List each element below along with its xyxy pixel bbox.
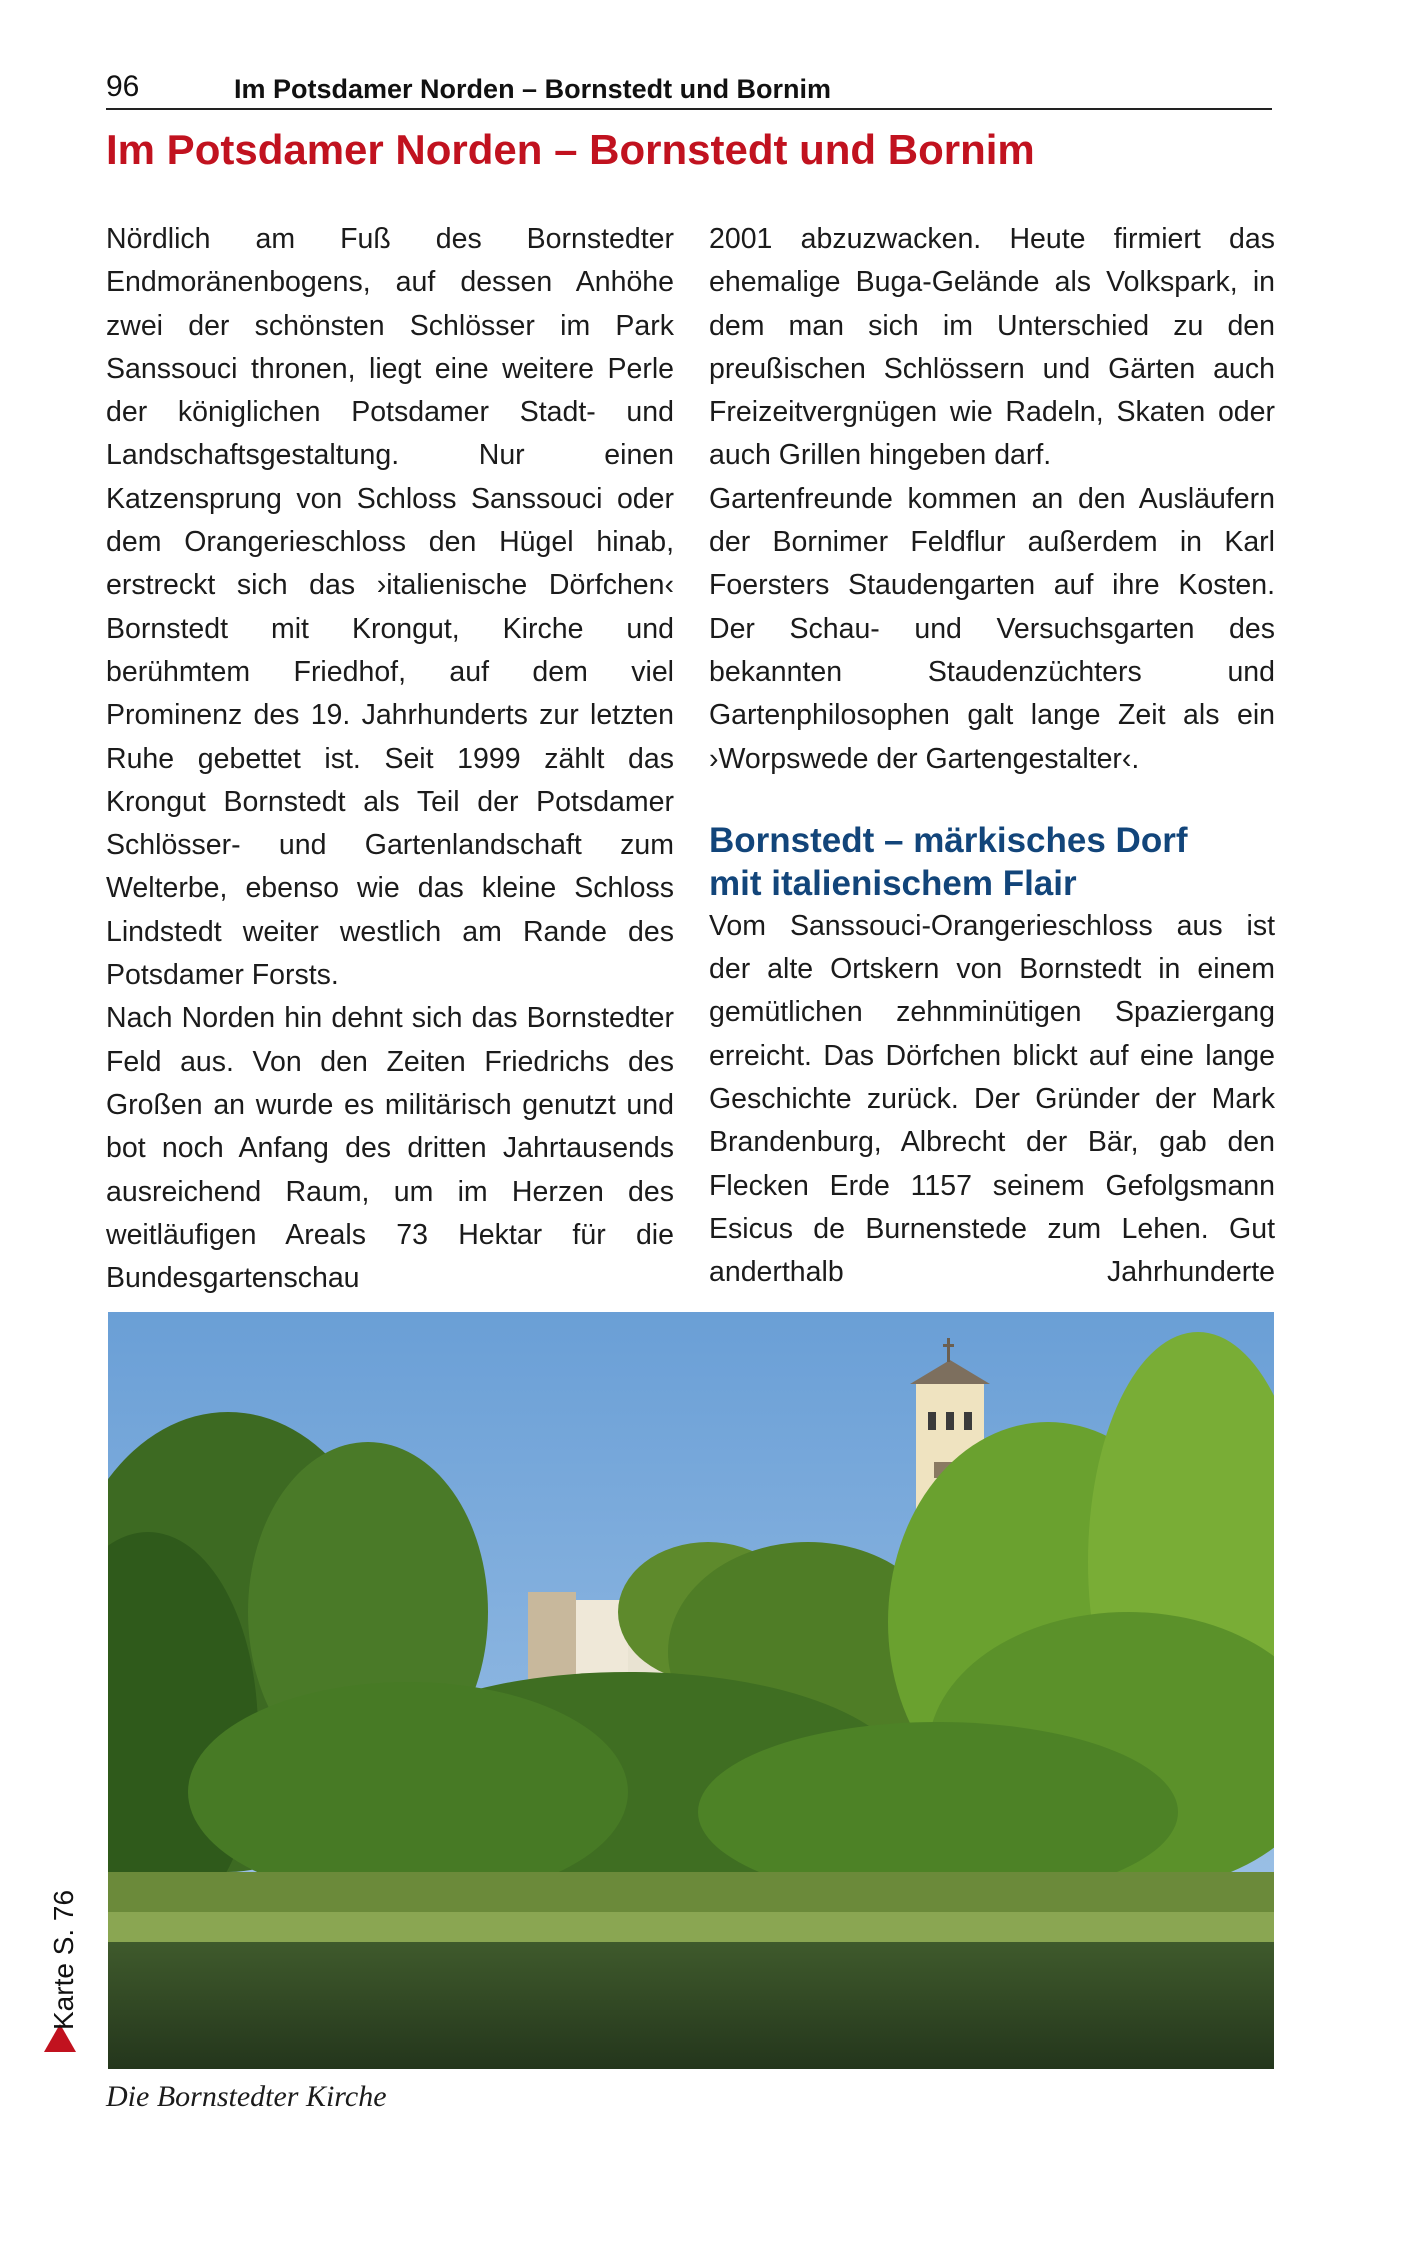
map-reference: Karte S. 76 [48,1889,79,2030]
photo-caption: Die Bornstedter Kirche [106,2080,387,2113]
page-header [106,66,1272,110]
church-photo [108,1312,1274,2069]
right-paragraph-1: 2001 abzuzwacken. Heute firmiert das ehemalige Buga-Gelände als Volkspark, in dem man sich im Unterschied zu den preußischen Schlössern und Gärten auch Freizeitvergnügen wie Radeln, Skaten oder auch Grillen hingeben darf. [709,223,1275,472]
left-paragraph-2: Nach Norden hin dehnt sich das Bornstedter Feld aus. Von den Zeiten Friedrichs des Großen an wurde es militärisch genutzt und bot noch Anfang des dritten Jahrtausends ausreichend Raum, um im Herzen des weitläufigen Areals 73 Hektar für die Bundesgartenschau [106,1002,674,1295]
right-column [709,218,1275,1295]
chapter-title: Im Potsdamer Norden – Bornstedt und Bornim [106,126,1035,173]
right-paragraph-2: Gartenfreunde kommen an den Ausläufern der Bornimer Feldflur außerdem in Karl Foersters Staudengarten auf ihre Kosten. Der Schau- und Versuchsgarten des bekannten Staudenzüchters und Gartenphilosophen galt lange Zeit als ein ›Worpswede der Gartengestalter‹. [709,482,1275,775]
reed-bank [108,1872,1274,1942]
right-paragraph-3: Vom Sanssouci-Orangerieschloss aus ist der alte Ortskern von Bornstedt in einem gemütlichen zehnminütigen Spaziergang erreicht. Das Dörfchen blickt auf eine lange Geschichte zurück. Der Gründer der Mark Brandenburg, Albrecht der Bär, gab den Flecken Erde 1157 seinem Gefolgsmann Esicus de Burnenstede zum Lehen. Gut anderthalb Jahrhunderte [709,909,1275,1289]
section-subheading [709,819,1275,905]
subheading-line-1: Bornstedt – märkisches Dorf [709,820,1188,860]
subheading-line-2: mit italienischem Flair [709,863,1077,903]
pond [108,1942,1274,2069]
running-title: Im Potsdamer Norden – Bornstedt und Bornim [234,74,832,104]
page-number: 96 [106,70,140,103]
left-column [106,218,674,1300]
left-paragraph-1: Nördlich am Fuß des Bornstedter Endmoränenbogens, auf dessen Anhöhe zwei der schönsten Schlösser im Park Sanssouci thronen, liegt eine weitere Perle der königlichen Potsdamer Stadt- und Landschaftsgestaltung. Nur einen Katzensprung von Schloss Sanssouci oder dem Orangerieschloss den Hügel hinab, erstreckt sich das ›italienische Dörfchen‹ Bornstedt mit Krongut, Kirche und berühmtem Friedhof, auf dem viel Prominenz des 19. Jahrhunderts zur letzten Ruhe gebettet ist. Seit 1999 zählt das Krongut Bornstedt als Teil der Potsdamer Schlösser- und Gartenlandschaft zum Welterbe, ebenso wie das kleine Schloss Lindstedt weiter westlich am Rande des Potsdamer Forsts. [106,223,674,992]
